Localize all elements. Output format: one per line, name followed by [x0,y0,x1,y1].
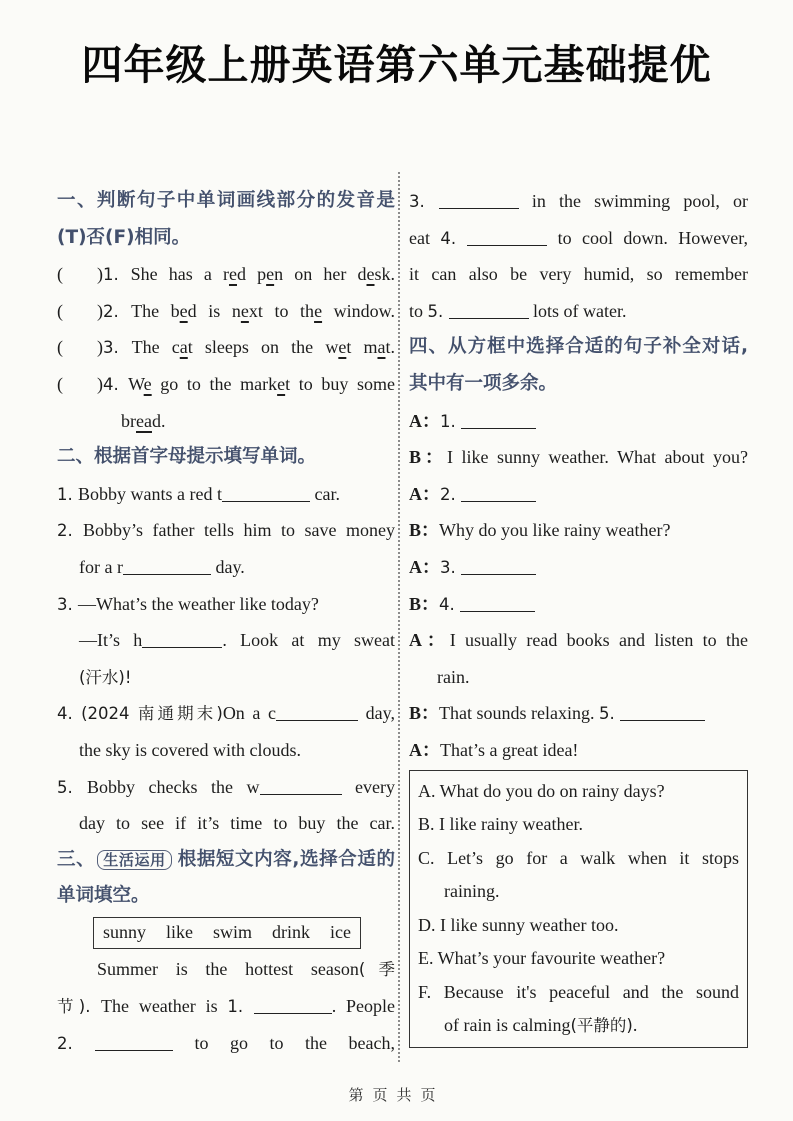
dialog-a4 [409,622,748,659]
text-segment: 1. [103,265,131,285]
text-segment: A： [409,410,440,431]
answer-blank [449,304,529,319]
word-bank-box [93,917,361,949]
dialog-b1 [409,439,748,476]
text-segment: —What’s the weather like today? [78,593,319,614]
word-item: like [166,922,194,943]
answer-blank [95,1036,173,1051]
underlined-letter: e [277,373,286,394]
text-segment: xt to th [248,300,315,321]
text-segment: in the swimming pool, or [518,191,748,211]
text-segment: car. [309,483,340,504]
text-segment: day, [358,703,395,724]
column-divider [398,172,400,1062]
text-segment: F. Because it's peaceful and the sound [418,981,739,1002]
sec4-heading-line2 [409,366,748,403]
option-b [418,808,739,842]
text-segment: I like sunny weather. What about you? [446,447,748,468]
sec1-heading-line1 [57,183,395,220]
text-segment: 三、 [57,848,96,870]
option-c [418,842,739,876]
word-item: drink [272,922,311,943]
text-segment: B： [409,703,440,724]
sec2-heading [57,439,395,476]
text-segment: 2. [57,521,83,541]
text-segment: 四、从方框中选择合适的句子补全对话, [409,336,748,358]
sec3-passage-line5 [409,220,748,257]
text-segment: 2. [440,484,461,504]
sec3-heading-line1 [57,842,395,879]
text-segment: Summer is the hottest season [97,959,359,980]
text-segment: every [341,776,395,797]
answer-blank [142,633,222,648]
sec2-item4 [57,695,395,732]
text-segment: 3. [409,192,439,211]
text-segment: to go to the beach, [173,1032,395,1053]
text-segment: 1. [440,411,461,431]
text-segment: 2. [103,301,132,321]
text-segment: d is n [187,300,241,321]
text-segment: day to see if it’s time to buy the car. [79,813,395,834]
answer-blank [467,231,547,246]
answer-blank [461,560,536,575]
answer-blank [123,560,211,575]
text-segment: On a c [222,703,277,724]
text-segment: 3. [103,338,132,358]
text-segment: (平静的) [570,1016,633,1035]
word-bank [57,915,395,952]
text-segment: the sky is covered with clouds. [79,739,301,760]
sec2-item5-cont [57,805,395,842]
answer-blank [222,487,310,502]
text-segment: . [632,1015,638,1035]
option-c-cont [418,875,739,909]
text-segment: raining. [444,881,500,901]
text-segment: ) [97,337,103,358]
option-e [418,942,739,976]
sec1-item4 [57,366,395,403]
dialog-a4-cont [409,659,748,696]
text-segment: The weather is [101,996,228,1017]
text-segment: ) [97,264,103,285]
text-segment: for a r [79,556,123,577]
sec3-heading-line2 [57,878,395,915]
answer-blank [461,414,536,429]
text-segment: 一、判断句子中单词画线部分的发音是 [57,190,395,211]
text-segment: She has a r [130,264,229,285]
underlined-letter: e [143,373,152,394]
text-segment: lots of water. [528,300,627,321]
word-item: swim [213,922,253,943]
text-segment: 二、根据首字母提示填写单词。 [57,446,317,468]
text-segment: to cool down. However, [547,227,748,248]
sec2-item4-cont [57,732,395,769]
text-segment: 根据短文内容,选择合适的 [177,848,395,870]
sec3-passage-line4 [409,183,748,220]
text-segment: rain. [437,666,470,687]
answer-blank [620,706,705,721]
options-box [409,770,748,1048]
text-segment: —It’s h [79,630,143,651]
left-column [57,183,395,1061]
sec3-passage-line7 [409,293,748,330]
text-segment: A： [409,556,440,577]
text-segment: 节). [57,997,102,1017]
text-segment: of rain is calming [444,1015,571,1035]
text-segment: (汗水)! [79,667,132,687]
sec1-item4-cont [57,403,395,440]
text-segment: I usually read books and listen to the [449,630,749,651]
sec4-heading-line1 [409,329,748,366]
underlined-letter: e [228,264,237,285]
text-segment: W [128,373,144,394]
text-segment: 其中有一项多余。 [409,372,558,394]
underlined-letter: a [377,337,386,358]
option-a [418,775,739,809]
text-segment: That’s a great idea! [440,739,579,760]
text-segment: . People [331,996,395,1017]
text-segment: B： [409,593,440,614]
text-segment: br [121,410,136,431]
underlined-letter: e [314,300,323,321]
text-segment: 5. [57,777,87,797]
underlined-letter: e [266,264,275,285]
text-segment: sk. [374,264,396,285]
text-segment: B： [409,447,447,468]
text-segment: window. [322,300,395,321]
text-segment: A： [409,483,440,504]
dialog-a2 [409,476,748,513]
text-segment: A： [409,630,450,651]
text-segment: it can also be very humid, so remember [409,264,748,285]
sec3-passage-line6 [409,256,748,293]
sec2-item5 [57,769,395,806]
underlined-letter: e [366,264,375,285]
option-d [418,909,739,943]
underlined-letter: e [338,337,347,358]
text-segment: . Look at my sweat [222,630,395,651]
sec2-item3 [57,586,395,623]
text-segment: E. What’s your favourite weather? [418,948,666,968]
text-segment: (T)否(F)相同。 [57,226,191,248]
word-item: ice [330,922,352,943]
text-segment: The b [131,300,180,321]
text-segment: ( [57,300,63,321]
sec2-item2-cont [57,549,395,586]
sec2-item1 [57,476,395,513]
text-segment: B： [409,520,440,541]
text-segment: (季 [358,960,395,980]
dialog-b2 [409,512,748,549]
sec1-item3 [57,329,395,366]
sec2-item3-cont1 [57,622,395,659]
text-segment: 3. [440,557,461,577]
sec2-item2 [57,512,395,549]
dialog-b4 [409,695,748,732]
answer-blank [276,706,358,721]
text-segment: t. [385,337,395,358]
text-segment: 5. [427,301,449,321]
text-segment: Bobby wants a red t [78,483,222,504]
text-segment: B. I like rainy weather. [418,814,583,834]
text-segment: ) [97,373,103,394]
text-segment: to [409,300,428,321]
option-f [418,976,739,1010]
text-segment: ( [57,373,63,394]
text-segment: A. What do you do on rainy days? [418,780,665,801]
text-segment: 5. [599,704,620,724]
answer-blank [461,487,536,502]
word-item: sunny [103,922,147,943]
text-segment: 4. [440,228,468,248]
answer-blank [460,597,535,612]
text-segment: A： [409,739,440,760]
underlined-letter: ea [136,410,152,431]
text-segment: 1. [227,997,254,1017]
option-f-cont [418,1009,739,1043]
sec3-passage-line2 [57,988,395,1025]
text-segment: The c [131,337,180,358]
dialog-a3 [409,549,748,586]
text-segment: 4. [103,374,129,394]
text-segment: (2024 南通期末) [81,704,223,724]
sec2-item3-cont2 [57,659,395,696]
text-segment: 1. [57,484,78,504]
answer-blank [260,780,342,795]
underlined-letter: a [179,337,188,358]
text-segment: That sounds relaxing. [439,703,599,724]
text-segment: 4. [57,704,82,724]
sec3-passage-line3 [57,1025,395,1062]
text-segment: d p [236,264,267,285]
text-segment: 2. [57,1033,95,1053]
dialog-b3 [409,586,748,623]
text-segment: Why do you like rainy weather? [439,520,671,541]
sec1-item2 [57,293,395,330]
right-column [409,183,748,1048]
text-segment: C. Let’s go for a walk when it stops [418,847,739,868]
text-segment: t sleeps on the w [187,337,339,358]
text-segment: t to buy some [285,373,395,394]
text-segment: Bobby checks the w [87,776,260,797]
text-segment: Bobby’s father tells him to save money [83,520,395,541]
answer-blank [439,194,519,209]
text-segment: n on her d [274,264,367,285]
text-segment: d. [151,410,166,431]
text-segment: ( [57,337,63,358]
page-footer: 第页共页 [348,1086,445,1104]
answer-blank [254,999,332,1014]
text-segment: 单词填空。 [57,885,150,907]
text-segment: go to the mark [151,373,278,394]
sec1-heading-line2 [57,220,395,257]
page-title: 四年级上册英语第六单元基础提优 [81,41,712,89]
text-segment: 4. [439,594,461,614]
tag-label: 生活运用 [97,850,171,870]
text-segment: eat [409,227,441,248]
text-segment: day. [210,556,245,577]
text-segment: t m [346,337,378,358]
text-segment: D. I like sunny weather too. [418,914,619,935]
dialog-a1 [409,403,748,440]
underlined-letter: e [240,300,249,321]
sec1-item1 [57,256,395,293]
sec3-passage-line1 [57,951,395,988]
text-segment: ) [97,300,103,321]
underlined-letter: e [179,300,188,321]
text-segment: ( [57,264,63,285]
dialog-a5 [409,732,748,769]
text-segment: 3. [57,594,78,614]
